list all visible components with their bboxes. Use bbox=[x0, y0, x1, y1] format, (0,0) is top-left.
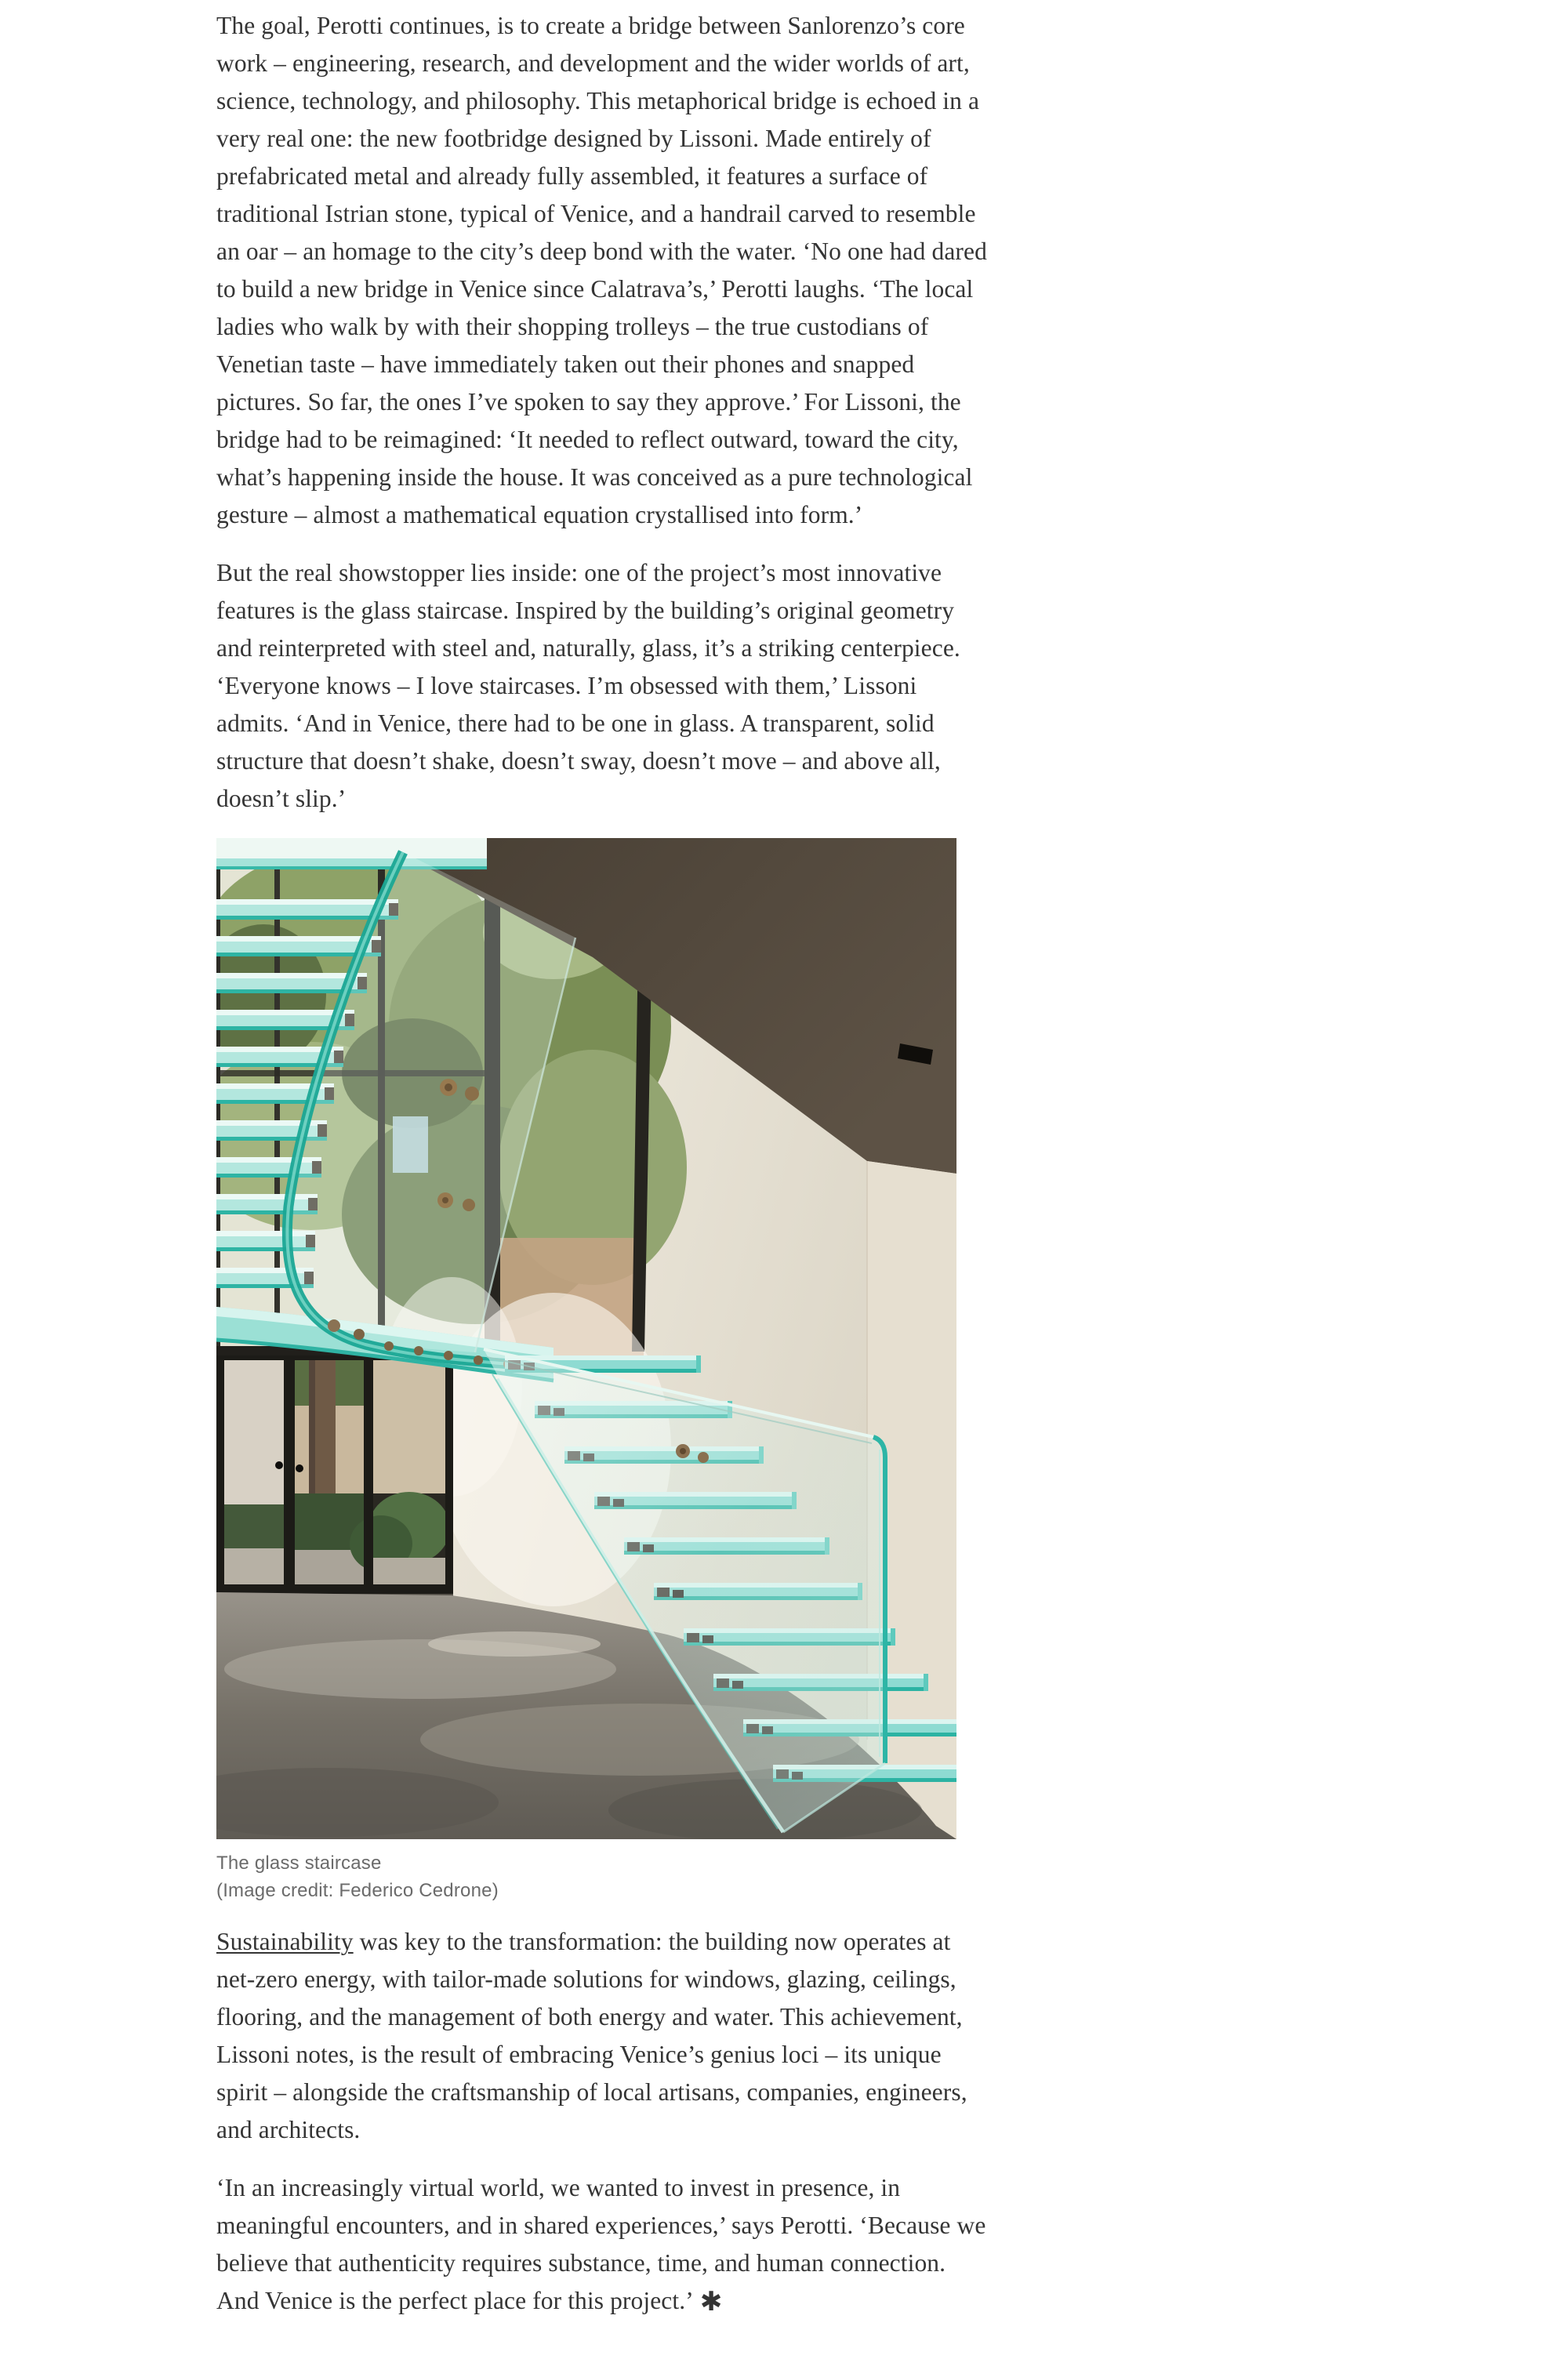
glass-doors bbox=[216, 1346, 453, 1599]
paragraph-sustainability bbox=[216, 1923, 989, 2149]
paragraph-staircase: But the real showstopper lies inside: one of the project’s most innovative features is the glass staircase. Inspired by the building’s original geometry and reinterpreted with steel and, naturally, glass, it’s a striking centerpiece. ‘Everyone knows – I love staircases. I’m obsessed with them,’ Lissoni admits. ‘And in Venice, there had to be one in glass. A transparent, solid structure that doesn’t shake, doesn’t sway, doesn’t move – and above all, doesn’t slip.’ bbox=[216, 559, 960, 812]
image-caption: The glass staircase bbox=[216, 1853, 382, 1874]
sustainability-link[interactable]: Sustainability bbox=[216, 1928, 354, 1955]
glass-staircase-photo bbox=[216, 838, 956, 1839]
paragraph-closing bbox=[216, 2169, 989, 2321]
image-credit: (Image credit: Federico Cedrone) bbox=[216, 1880, 499, 1901]
paragraph-bridge: The goal, Perotti continues, is to create a bridge between Sanlorenzo’s core work – engineering, research, and development and the wider worlds of art, science, technology, and philosophy. This metaphorical bridge is echoed in a very real one: the new footbridge designed by Lissoni. Made entirely of prefabricated metal and already fully assembled, it features a surface of traditional Istrian stone, typical of Venice, and a handrail carved to resemble an oar – an homage to the city’s deep bond with the water. ‘No one had dared to build a new bridge in Venice since Calatrava’s,’ Perotti laughs. ‘The local ladies who walk by with their shopping trolleys – the true custodians of Venetian taste – have immediately taken out their phones and snapped pictures. So far, the ones I’ve spoken to say they approve.’ For Lissoni, the bridge had to be reimagined: ‘It needed to reflect outward, toward the city, what’s happening inside the house. It was conceived as a pure technological gesture – almost a mathematical equation crystallised into form.’ bbox=[216, 12, 987, 528]
glass-staircase-illustration bbox=[216, 838, 956, 1839]
paragraph-sustainability-text: was key to the transformation: the building now operates at net-zero energy, with tailor-made solutions for windows, glazing, ceilings, flooring, and the management of both energy and water. This achievement, Lissoni notes, is the result of embracing Venice’s genius loci – its unique spirit – alongside the craftsmanship of local artisans, companies, engineers, and architects. bbox=[216, 1928, 967, 2143]
end-mark-asterisk: ✱ bbox=[699, 2286, 723, 2317]
article-figure bbox=[216, 838, 989, 1904]
article-body bbox=[216, 0, 989, 2341]
paragraph-closing-text: ‘In an increasingly virtual world, we wanted to invest in presence, in meaningful encounters, and in shared experiences,’ says Perotti. ‘Because we believe that authenticity requires substance, time, and human connection. And Venice is the perfect place for this project.’ bbox=[216, 2174, 986, 2314]
image-caption-block bbox=[216, 1849, 989, 1904]
